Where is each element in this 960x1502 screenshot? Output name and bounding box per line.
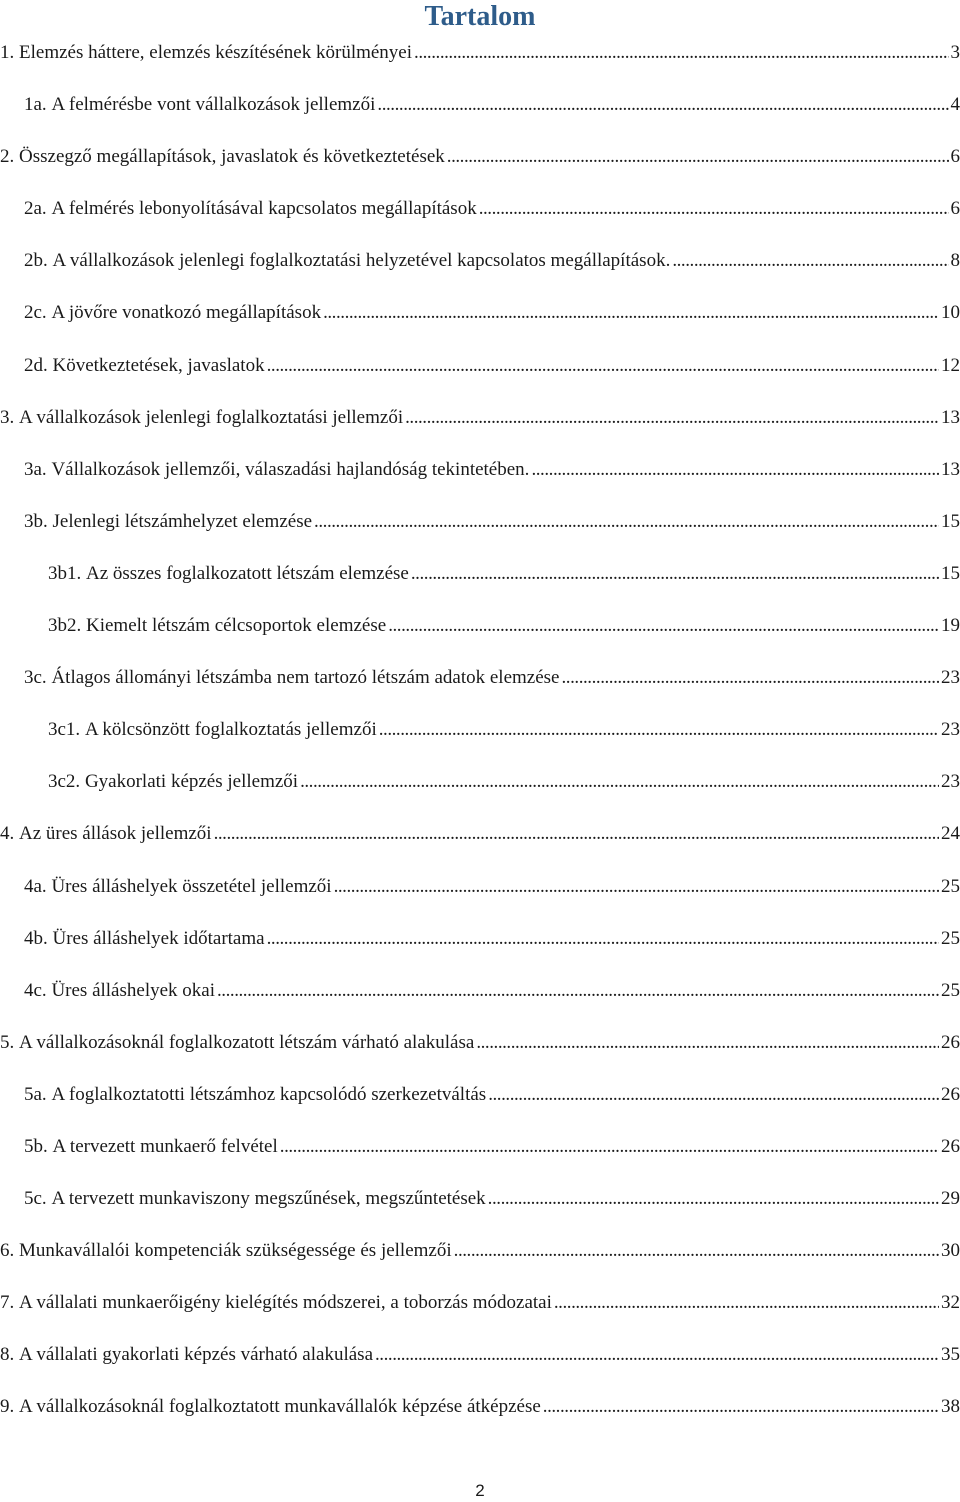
toc-entry-page: 25 [941,875,960,897]
toc-entry[interactable] [0,505,960,557]
toc-entry-text: A kölcsönzött foglalkoztatás jellemzői [84,719,377,741]
toc-entry-page: 26 [941,1031,960,1053]
toc-entry-number: 5b. [24,1135,48,1157]
toc-entry-text: Munkavállalói kompetenciák szükségessége és jellemzői [19,1240,452,1262]
toc-title: Tartalom [424,1,536,32]
toc-entry[interactable] [0,1026,960,1078]
toc-entry-number: 4a. [24,875,47,897]
toc-entry[interactable] [0,1390,960,1442]
toc-dot-leader [447,140,949,174]
toc-dot-leader [411,557,939,591]
toc-entry-text: Következtetések, javaslatok [52,354,265,376]
toc-entry-page: 26 [941,1083,960,1105]
toc-entry-number: 4c. [24,979,47,1001]
toc-entry-number: 2a. [24,198,47,220]
toc-entry[interactable] [0,192,960,244]
toc-entry-number: 3b2. [48,615,82,637]
toc-dot-leader [543,1390,939,1424]
toc-entry-page: 25 [941,979,960,1001]
toc-entry-text: Gyakorlati képzés jellemzői [84,771,299,793]
toc-entry[interactable] [0,1338,960,1390]
toc-entry-number: 3. [0,406,15,428]
toc-entry-text: A vállalkozások jelenlegi foglalkoztatási jellemzői [19,406,404,428]
toc-entry-page: 8 [950,250,960,272]
toc-dot-leader [375,1338,939,1372]
toc-entry-page: 10 [941,302,960,324]
toc-entry-number: 2b. [24,250,48,272]
toc-entry-number: 3c2. [48,771,81,793]
toc-entry[interactable] [0,870,960,922]
toc-dot-leader [379,713,939,747]
toc-entry-text: Kiemelt létszám célcsoportok elemzése [86,615,387,637]
toc-entry-text: Átlagos állományi létszámba nem tartozó létszám adatok elemzése [51,667,560,689]
toc-entry-text: Üres álláshelyek okai [51,979,215,1001]
toc-dot-leader [388,609,939,643]
toc-entry-number: 3b. [24,510,48,532]
toc-entry[interactable] [0,765,960,817]
toc-entry-page: 38 [941,1396,960,1418]
toc-dot-leader [479,192,949,226]
toc-dot-leader [377,88,948,122]
toc-entry[interactable] [0,1130,960,1182]
toc-entry-number: 6. [0,1240,15,1262]
toc-entry-page: 35 [941,1344,960,1366]
toc-entry-number: 4b. [24,927,48,949]
toc-entry-page: 15 [941,510,960,532]
toc-entry-page: 30 [941,1240,960,1262]
toc-entry[interactable] [0,1234,960,1286]
toc-entry[interactable] [0,1078,960,1130]
toc-entry-number: 2. [0,146,15,168]
toc-dot-leader [214,817,939,851]
toc-entry-number: 7. [0,1292,15,1314]
toc-entry[interactable] [0,661,960,713]
toc-entry-text: A vállalkozások jelenlegi foglalkoztatási helyzetével kapcsolatos megállapítások. [52,250,671,272]
toc-entry-page: 6 [950,146,960,168]
toc-entry-page: 23 [941,771,960,793]
toc-entry-page: 13 [941,406,960,428]
toc-entry-number: 1. [0,42,15,63]
toc-entry-page: 15 [941,562,960,584]
toc-entry-text: A tervezett munkaerő felvétel [52,1135,278,1157]
toc-dot-leader [554,1286,939,1320]
toc-entry[interactable] [0,1286,960,1338]
toc-entry-number: 5c. [24,1188,47,1210]
toc-entry-text: A tervezett munkaviszony megszűnések, megszűntetések [51,1188,486,1210]
toc-entry-text: A vállalkozásoknál foglalkoztatott munkavállalók képzése átképzése [19,1396,541,1418]
toc-entry[interactable] [0,817,960,869]
toc-entry-page: 26 [941,1135,960,1157]
toc-entry-text: Üres álláshelyek időtartama [52,927,265,949]
toc-entry-page: 29 [941,1188,960,1210]
toc-entry-text: A felmérés lebonyolításával kapcsolatos megállapítások [51,198,477,220]
toc-dot-leader [531,453,939,487]
toc-entry[interactable] [0,244,960,296]
toc-dot-leader [267,349,939,383]
toc-entry-number: 5a. [24,1083,47,1105]
toc-entry[interactable] [0,1182,960,1234]
toc-entry[interactable] [0,296,960,348]
toc-entry-page: 32 [941,1292,960,1314]
toc-entry-text: Összegző megállapítások, javaslatok és következtetések [19,146,445,168]
toc-entry[interactable] [0,922,960,974]
toc-entry-number: 3a. [24,458,47,480]
toc-entry-page: 23 [941,719,960,741]
toc-entry-number: 3c. [24,667,47,689]
toc-dot-leader [334,870,939,904]
toc-dot-leader [217,974,939,1008]
toc-entry-text: A vállalati gyakorlati képzés várható alakulása [19,1344,373,1366]
toc-dot-leader [488,1078,939,1112]
toc-dot-leader [280,1130,939,1164]
toc-entry-text: A foglalkoztatotti létszámhoz kapcsolódó szerkezetváltás [51,1083,487,1105]
toc-entry[interactable] [0,140,960,192]
toc-entry-page: 6 [950,198,960,220]
toc-entry-page: 4 [950,94,960,116]
toc-entry-number: 8. [0,1344,15,1366]
toc-entry[interactable] [0,88,960,140]
page-number: 2 [475,1481,485,1500]
toc-entry-number: 9. [0,1396,15,1418]
toc-entry-page: 24 [941,823,960,845]
toc-entry[interactable] [0,349,960,401]
toc-dot-leader [314,505,939,539]
toc-dot-leader [454,1234,939,1268]
toc-entry[interactable] [0,401,960,453]
toc-entry-text: Elemzés háttere, elemzés készítésének körülményei [19,42,413,63]
toc-dot-leader [672,244,948,278]
toc-dot-leader [267,922,939,956]
toc-entry-page: 19 [941,615,960,637]
toc-entry-text: Az üres állások jellemzői [19,823,212,845]
toc-entry-number: 2d. [24,354,48,376]
toc-entry-page: 3 [950,42,960,63]
toc-dot-leader [323,296,939,330]
toc-entry-number: 1a. [24,94,47,116]
toc-entry-text: A vállalkozásoknál foglalkozatott létszám várható alakulása [19,1031,475,1053]
toc-entry-page: 25 [941,927,960,949]
toc-entry-text: A vállalati munkaerőigény kielégítés módszerei, a toborzás módozatai [19,1292,552,1314]
toc-entry-page: 12 [941,354,960,376]
toc-entry-text: A jövőre vonatkozó megállapítások [51,302,322,324]
toc-dot-leader [405,401,939,435]
toc-entry-number: 3c1. [48,719,81,741]
toc-entry-text: Jelenlegi létszámhelyzet elemzése [52,510,313,532]
toc-entry-number: 4. [0,823,15,845]
toc-entry-page: 13 [941,458,960,480]
toc-entry-text: Üres álláshelyek összetétel jellemzői [51,875,332,897]
toc-entry-page: 23 [941,667,960,689]
toc-entry[interactable] [0,557,960,609]
toc-entry-text: Az összes foglalkozatott létszám elemzése [86,562,409,584]
toc-dot-leader [562,661,940,695]
toc-dot-leader [414,36,948,70]
toc-entry[interactable] [0,36,960,88]
toc-entry-number: 3b1. [48,562,82,584]
toc-dot-leader [476,1026,939,1060]
toc-dot-leader [488,1182,939,1216]
toc-entry-text: A felmérésbe vont vállalkozások jellemzői [51,94,376,116]
toc-entry[interactable] [0,713,960,765]
toc-entry-number: 5. [0,1031,15,1053]
toc-dot-leader [300,765,939,799]
toc-entry[interactable] [0,453,960,505]
toc-list [0,36,960,1443]
toc-entry[interactable] [0,974,960,1026]
toc-entry-text: Vállalkozások jellemzői, válaszadási hajlandóság tekintetében. [51,458,530,480]
toc-entry[interactable] [0,609,960,661]
toc-entry-number: 2c. [24,302,47,324]
